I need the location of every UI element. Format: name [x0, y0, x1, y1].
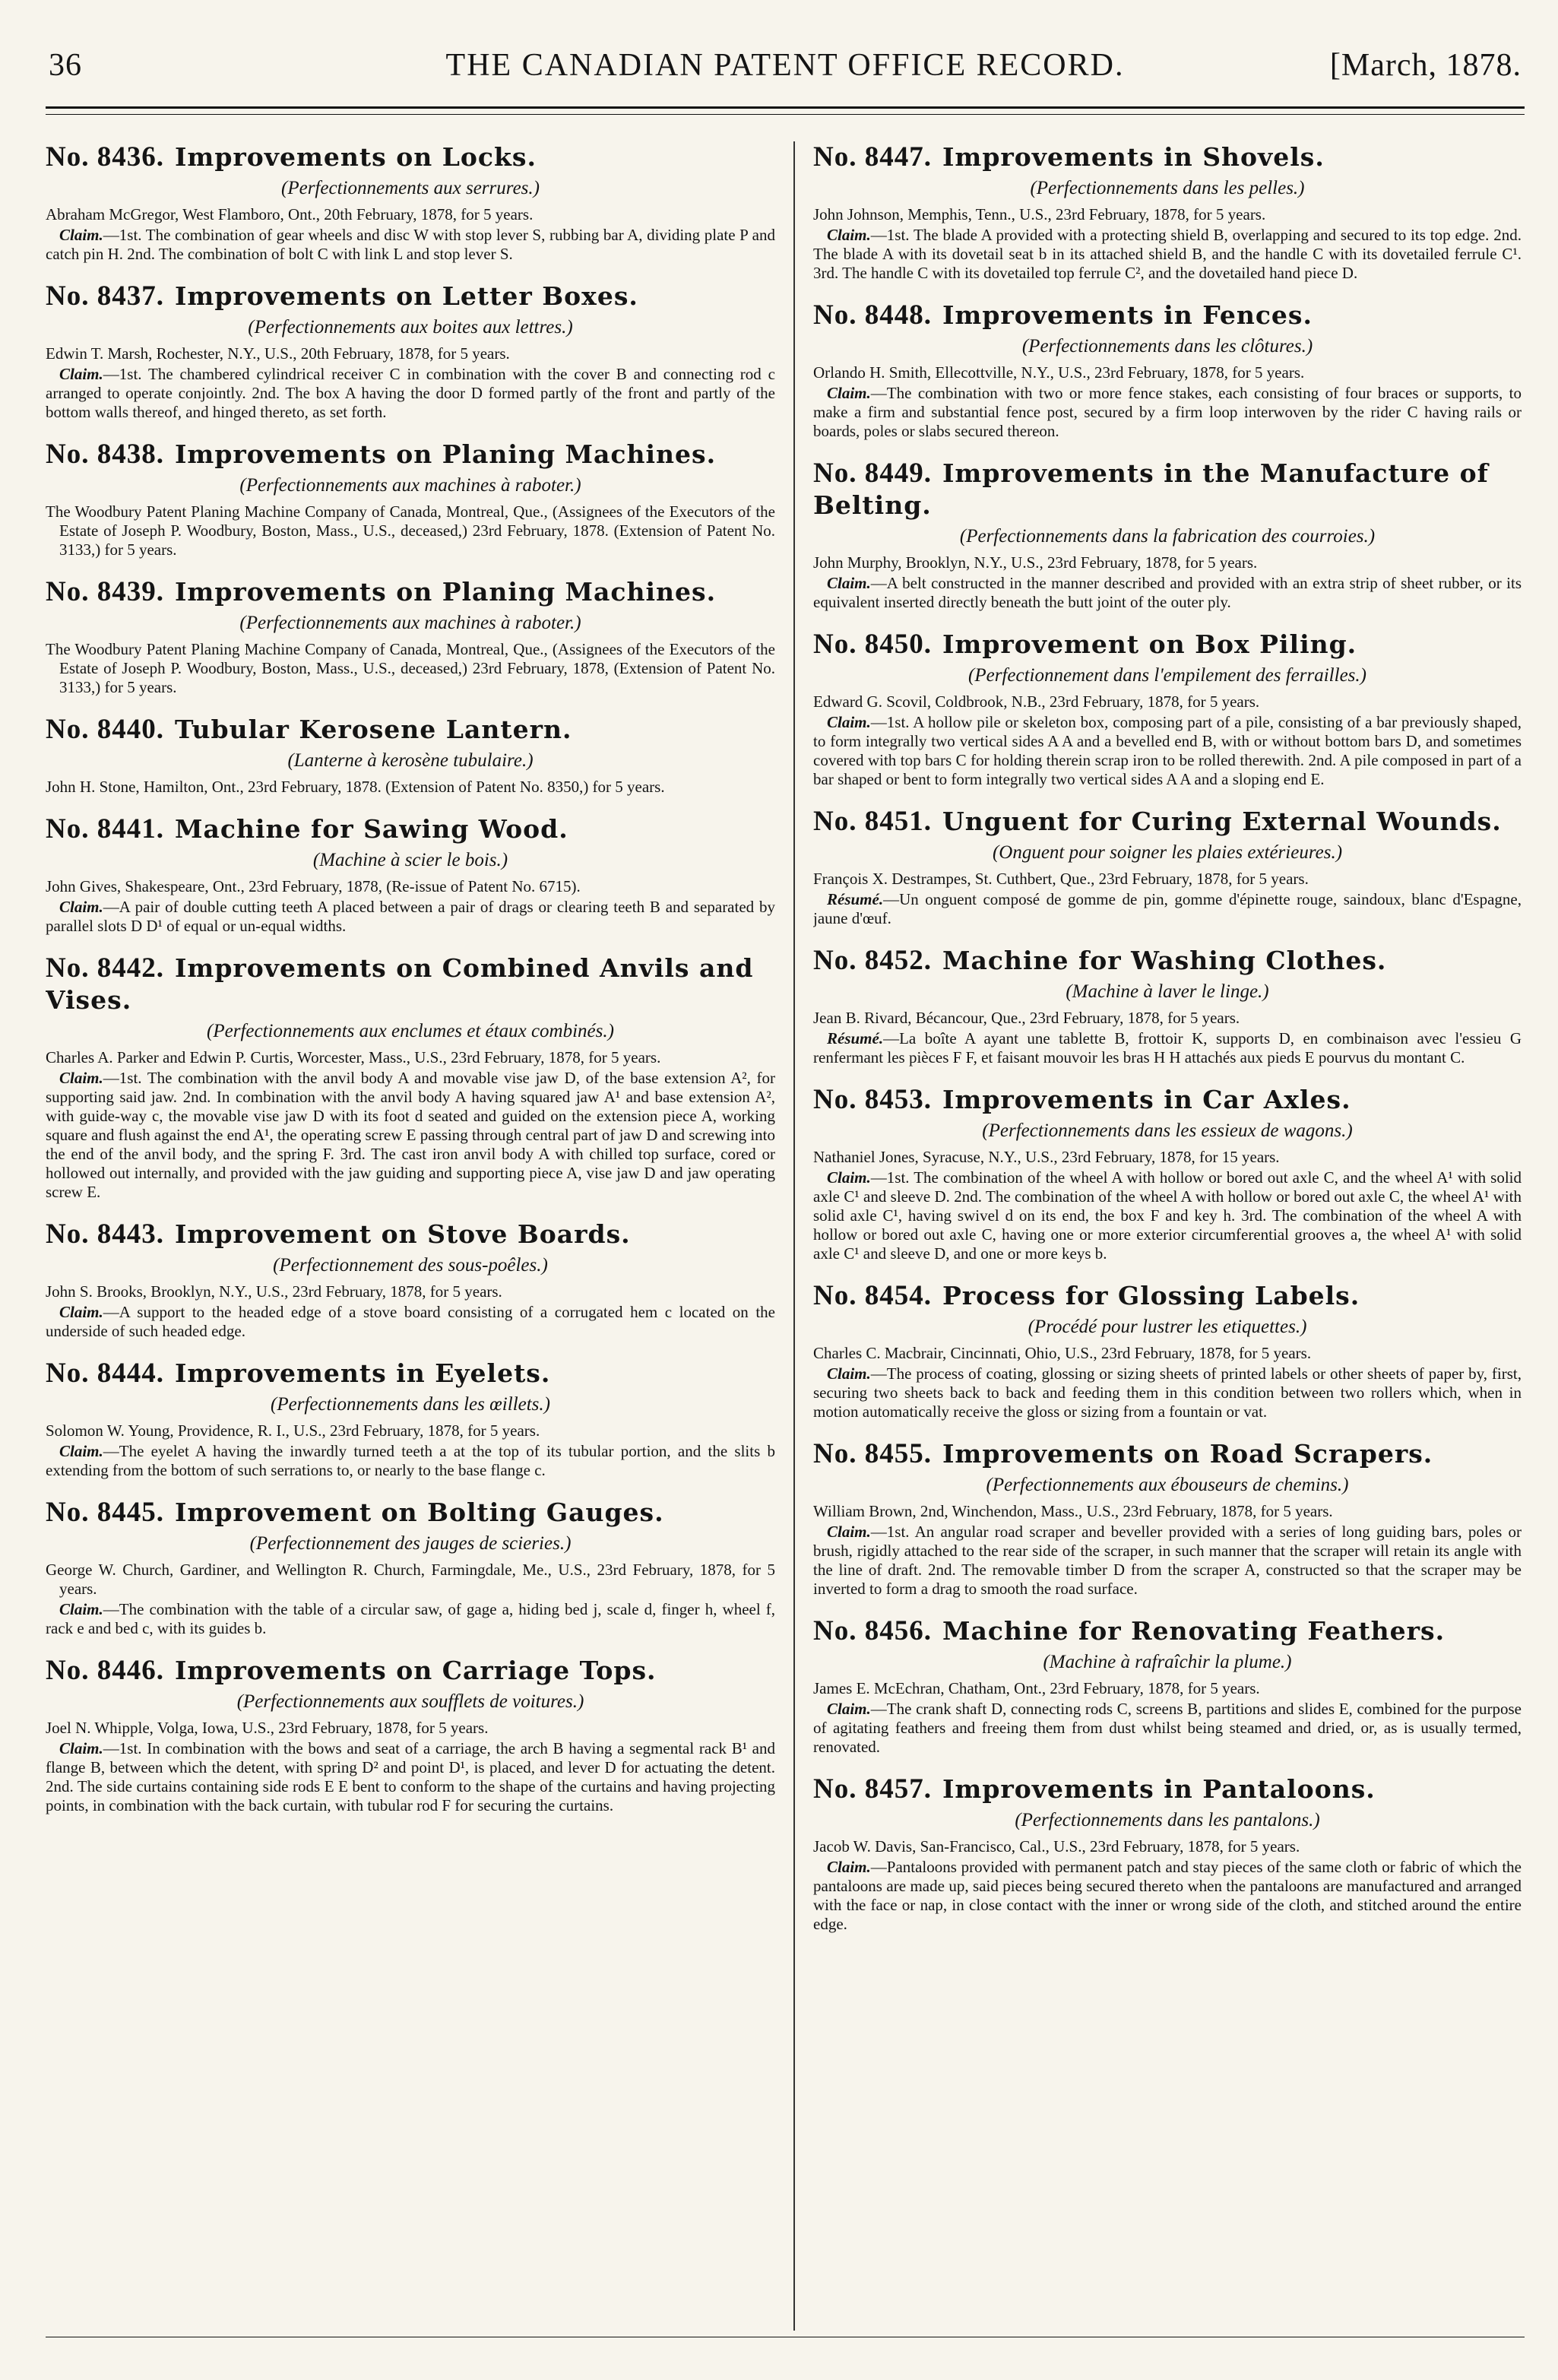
claim-label: Claim.	[827, 1700, 871, 1718]
claim-label: Claim.	[59, 365, 103, 383]
claim-text: —1st. The combination with the anvil body A and movable vise jaw D, of the base extension A², for supporting said jaw. 2nd. In combination with the anvil body A having squared jaw A¹ and base extension A², with guide-way c, the movable vise jaw D with its foot d seated and guided on the extension piece A, working square and flush against the end A¹, the operating screw E passing through central part of jaw D and screwing into the end of the anvil body, and the spring F. 3rd. The cast iron anvil body A with chilled top surface, cored or hollowed out internally, and provided with the jaw guiding and supporting piece A, vise jaw D and jaw operating screw E.	[46, 1069, 775, 1201]
french-title: (Perfectionnements dans les œillets.)	[271, 1394, 550, 1415]
right-column	[813, 141, 1522, 2331]
patent-heading	[813, 458, 1522, 521]
patent-heading	[46, 576, 775, 608]
patent-title: Improvements in Eyelets.	[174, 1358, 551, 1388]
french-title: (Perfectionnements aux soufflets de voitures.)	[236, 1691, 584, 1712]
patent-heading	[46, 714, 775, 746]
patent-number: No. 8449.	[813, 458, 932, 489]
patent-parties: Nathaniel Jones, Syracuse, N.Y., U.S., 23rd February, 1878, for 15 years.	[813, 1148, 1280, 1166]
claim-label: Claim.	[59, 226, 103, 244]
patent-title: Unguent for Curing External Wounds.	[942, 807, 1502, 836]
patent-claim	[46, 365, 775, 422]
french-title: (Lanterne à kerosène tubulaire.)	[287, 750, 534, 771]
patent-entry	[46, 1219, 775, 1341]
patent-entry	[813, 1438, 1522, 1599]
patent-parties: Charles C. Macbrair, Cincinnati, Ohio, U.S., 23rd February, 1878, for 5 years.	[813, 1344, 1312, 1362]
patent-number: No. 8436.	[46, 141, 164, 173]
patent-claim	[813, 1364, 1522, 1421]
patent-entry	[46, 439, 775, 559]
patent-heading	[46, 813, 775, 845]
patent-claim	[813, 226, 1522, 283]
claim-text: —The process of coating, glossing or sizing sheets of printed labels or other sheets of paper by, first, securing two sheets back to back and feeding them in this condition between two rollers which, when in motion automatically receive the gloss or sizing from a fountain or vat.	[813, 1364, 1522, 1421]
patent-title: Machine for Renovating Feathers.	[942, 1616, 1446, 1646]
patent-title: Machine for Washing Clothes.	[942, 946, 1387, 975]
patent-entry	[46, 1497, 775, 1638]
patent-parties: Solomon W. Young, Providence, R. I., U.S., 23rd February, 1878, for 5 years.	[46, 1421, 540, 1440]
patent-number: No. 8452.	[813, 945, 932, 976]
patent-title: Improvement on Bolting Gauges.	[174, 1497, 664, 1527]
patent-number: No. 8437.	[46, 280, 164, 312]
patent-heading	[46, 1358, 775, 1390]
patent-entry	[46, 141, 775, 264]
patent-number: No. 8453.	[813, 1084, 932, 1115]
patent-heading	[813, 299, 1522, 331]
patent-title: Improvements on Locks.	[174, 142, 537, 172]
patent-entry	[46, 714, 775, 797]
claim-label: Claim.	[59, 1600, 103, 1618]
patent-number: No. 8450.	[813, 629, 932, 660]
patent-parties: Edward G. Scovil, Coldbrook, N.B., 23rd February, 1878, for 5 years.	[813, 692, 1260, 711]
patent-number: No. 8451.	[813, 806, 932, 837]
french-title: (Perfectionnements aux machines à raboter.)	[239, 475, 581, 496]
patent-number: No. 8439.	[46, 576, 164, 607]
claim-label: Claim.	[59, 898, 103, 916]
patent-heading	[46, 1219, 775, 1250]
patent-claim	[813, 384, 1522, 441]
french-title: (Perfectionnements aux serrures.)	[281, 178, 540, 198]
patent-number: No. 8444.	[46, 1358, 164, 1389]
french-title: (Perfectionnements aux machines à raboter.)	[239, 613, 581, 633]
patent-heading	[813, 1438, 1522, 1470]
page-number: 36	[49, 48, 82, 83]
french-title: (Perfectionnement des jauges de scieries.)	[249, 1533, 572, 1554]
patent-claim	[813, 574, 1522, 612]
claim-text: —1st. The chambered cylindrical receiver C in combination with the cover B and connecting rod c arranged to operate conjointly. 2nd. The box A having the door D formed partly of the front and partly of the bottom walls thereof, and hinged thereto, as set forth.	[46, 365, 775, 421]
patent-entry	[46, 952, 775, 1202]
patent-entry	[46, 576, 775, 697]
left-column	[46, 141, 775, 2331]
patent-number: No. 8445.	[46, 1497, 164, 1528]
patent-parties: The Woodbury Patent Planing Machine Company of Canada, Montreal, Que., (Assignees of the Executors of the Estate of Joseph P. Woodbury, Boston, Mass., U.S., deceased,) 23rd February, 1878. (Extension of Patent No. 3133,) for 5 years.	[46, 502, 775, 559]
french-title: (Perfectionnements dans les pelles.)	[1030, 178, 1305, 198]
patent-number: No. 8456.	[813, 1615, 932, 1646]
patent-heading	[46, 952, 775, 1016]
claim-text: —1st. The blade A provided with a protecting shield B, overlapping and secured to its top edge. 2nd. The blade A with its dovetail seat b in its attached shield B, and the handle C with its dovetailed ferrule C¹. 3rd. The handle C with its dovetailed top ferrule C², and the dovetailed hand piece D.	[813, 226, 1522, 282]
patent-entry	[813, 141, 1522, 283]
patent-title: Tubular Kerosene Lantern.	[174, 715, 572, 744]
patent-claim	[46, 1303, 775, 1341]
header-rule-thick	[46, 106, 1525, 109]
patent-title: Machine for Sawing Wood.	[174, 814, 568, 844]
patent-title: Improvements in Shovels.	[942, 142, 1325, 172]
patent-parties: Orlando H. Smith, Ellecottville, N.Y., U.S., 23rd February, 1878, for 5 years.	[813, 363, 1305, 382]
french-title: (Perfectionnements dans les pantalons.)	[1015, 1810, 1320, 1830]
claim-text: —1st. The combination of the wheel A with hollow or bored out axle C, and the wheel A¹ with solid axle C¹ and sleeve D. 2nd. The combination of the wheel A with hollow or bored out axle C, the wheel A¹ with solid axle C¹, having swivel d on its end, the box F and key h. 3rd. The combination of the wheel A with hollow or bored out axle C, having one or more exterior circumferential grooves a, the wheel A¹ with solid axle C¹ and sleeve D, and one or more keys b.	[813, 1168, 1522, 1263]
claim-label: Résumé.	[827, 890, 884, 908]
french-title: (Perfectionnements aux enclumes et étaux combinés.)	[207, 1021, 614, 1041]
patent-parties: Abraham McGregor, West Flamboro, Ont., 20th February, 1878, for 5 years.	[46, 205, 534, 223]
claim-label: Claim.	[827, 574, 871, 592]
claim-label: Claim.	[827, 384, 871, 402]
patent-title: Improvements in Pantaloons.	[942, 1774, 1376, 1804]
patent-title: Improvements in the Manufacture of Belting.	[813, 458, 1489, 520]
patent-heading	[813, 806, 1522, 838]
french-title: (Perfectionnement dans l'empilement des ferrailles.)	[968, 665, 1366, 686]
french-title: (Machine à scier le bois.)	[312, 850, 508, 870]
claim-text: —The combination with two or more fence stakes, each consisting of four braces or supports, to make a firm and substantial fence post, secured by a firm loop interwoven by the rider C having rails or boards, poles or slabs secured thereon.	[813, 384, 1522, 440]
patent-claim	[46, 1069, 775, 1202]
patent-title: Process for Glossing Labels.	[942, 1281, 1360, 1310]
patent-parties: John H. Stone, Hamilton, Ont., 23rd February, 1878. (Extension of Patent No. 8350,) for 5 years.	[46, 778, 665, 796]
patent-number: No. 8457.	[813, 1773, 932, 1805]
patent-parties: Jean B. Rivard, Bécancour, Que., 23rd February, 1878, for 5 years.	[813, 1009, 1240, 1027]
patent-claim	[813, 1029, 1522, 1067]
patent-claim	[813, 1700, 1522, 1757]
patent-title: Improvements in Car Axles.	[942, 1085, 1351, 1114]
french-title: (Perfectionnements dans les essieux de wagons.)	[982, 1120, 1353, 1141]
patent-number: No. 8441.	[46, 813, 164, 845]
publication-title: THE CANADIAN PATENT OFFICE RECORD.	[445, 48, 1125, 83]
claim-label: Claim.	[59, 1069, 103, 1087]
patent-entry	[813, 299, 1522, 441]
patent-parties: John Gives, Shakespeare, Ont., 23rd February, 1878, (Re-issue of Patent No. 6715).	[46, 877, 581, 895]
patent-title: Improvement on Box Piling.	[942, 629, 1357, 659]
claim-text: —A belt constructed in the manner described and provided with an extra strip of sheet rubber, or its equivalent inserted directly beneath the butt joint of the outer ply.	[813, 574, 1522, 611]
french-title: (Perfectionnements aux boites aux lettres.)	[248, 317, 573, 338]
patent-title: Improvements on Combined Anvils and Vises.	[46, 953, 754, 1015]
patent-number: No. 8447.	[813, 141, 932, 173]
header-rule-thin	[46, 114, 1525, 115]
claim-label: Claim.	[827, 1364, 871, 1383]
patent-title: Improvements on Letter Boxes.	[174, 281, 638, 311]
patent-parties: William Brown, 2nd, Winchendon, Mass., U.S., 23rd February, 1878, for 5 years.	[813, 1502, 1333, 1520]
french-title: (Perfectionnement des sous-poêles.)	[273, 1255, 548, 1276]
running-head	[49, 47, 1522, 93]
french-title: (Machine à rafraîchir la plume.)	[1043, 1652, 1292, 1672]
patent-parties: George W. Church, Gardiner, and Wellington R. Church, Farmingdale, Me., U.S., 23rd February, 1878, for 5 years.	[46, 1561, 775, 1598]
french-title: (Perfectionnements dans la fabrication des courroies.)	[959, 526, 1376, 547]
french-title: (Procédé pour lustrer les etiquettes.)	[1028, 1317, 1307, 1337]
patent-heading	[813, 1084, 1522, 1116]
patent-heading	[46, 439, 775, 471]
patent-claim	[46, 1600, 775, 1638]
patent-heading	[46, 1655, 775, 1687]
patent-claim	[813, 890, 1522, 928]
patent-title: Improvements on Planing Machines.	[174, 577, 717, 607]
patent-number: No. 8448.	[813, 299, 932, 331]
patent-parties: Jacob W. Davis, San-Francisco, Cal., U.S., 23rd February, 1878, for 5 years.	[813, 1837, 1300, 1856]
patent-claim	[813, 1523, 1522, 1599]
claim-label: Résumé.	[827, 1029, 884, 1047]
claim-label: Claim.	[827, 1523, 871, 1541]
patent-number: No. 8438.	[46, 439, 164, 470]
patent-heading	[813, 1773, 1522, 1805]
patent-title: Improvements on Carriage Tops.	[174, 1656, 657, 1685]
patent-claim	[46, 226, 775, 264]
claim-text: —1st. A hollow pile or skeleton box, composing part of a pile, consisting of a bar previously shaped, to form integrally two vertical sides A A and a bevelled end B, with or without bottom bars D, and sometimes covered with top bars C for holding therein scrap iron to be rolled therewith. 2nd. A pile composed in part of a bar shaped or bent to form integrally two vertical sides A A and a sloping end E.	[813, 713, 1522, 788]
claim-text: —The crank shaft D, connecting rods C, screens B, partitions and slides E, combined for the purpose of agitating feathers and freeing them from dust whilst being steamed and dried, or, as is usually termed, renovated.	[813, 1700, 1522, 1756]
patent-entry	[813, 629, 1522, 789]
patent-entry	[813, 945, 1522, 1067]
issue-date: [March, 1878.	[1329, 48, 1522, 83]
patent-entry	[46, 813, 775, 936]
claim-label: Claim.	[59, 1303, 103, 1321]
patent-heading	[813, 141, 1522, 173]
patent-claim	[46, 1442, 775, 1480]
french-title: (Machine à laver le linge.)	[1066, 981, 1269, 1002]
patent-entry	[813, 1773, 1522, 1934]
patent-parties: Joel N. Whipple, Volga, Iowa, U.S., 23rd February, 1878, for 5 years.	[46, 1719, 489, 1737]
patent-parties: Edwin T. Marsh, Rochester, N.Y., U.S., 20th February, 1878, for 5 years.	[46, 344, 510, 363]
patent-title: Improvements on Road Scrapers.	[942, 1439, 1433, 1469]
claim-text: —1st. In combination with the bows and seat of a carriage, the arch B having a segmental rack B¹ and flange B, between which the detent, with spring D² and point D¹, is placed, and lever D for actuating the detent. 2nd. The side curtains containing side rods E E bent to conform to the shape of the curtains and having projecting points, in combination with the back curtain, with tubular rod F for securing the curtains.	[46, 1739, 775, 1814]
patent-parties: The Woodbury Patent Planing Machine Company of Canada, Montreal, Que., (Assignees of the Executors of the Estate of Joseph P. Woodbury, Boston, Mass., U.S., deceased,) 23rd February, 1878, (Extension of Patent No. 3133,) for 5 years.	[46, 640, 775, 696]
patent-number: No. 8440.	[46, 714, 164, 745]
claim-label: Claim.	[827, 226, 871, 244]
claim-text: —1st. An angular road scraper and beveller provided with a series of long guiding bars, poles or brush, rigidly attached to the rear side of the scraper, in such manner that the scraper will retain its angle with the line of draft. 2nd. The removable timber D from the scraper A, constructed so that the scraper may be inverted to form a drag to smooth the road surface.	[813, 1523, 1522, 1598]
patent-heading	[46, 280, 775, 312]
french-title: (Onguent pour soigner les plaies extérieures.)	[992, 842, 1343, 863]
column-divider	[793, 141, 795, 2331]
patent-entry	[46, 1655, 775, 1815]
patent-heading	[813, 945, 1522, 977]
patent-number: No. 8455.	[813, 1438, 932, 1469]
patent-heading	[813, 629, 1522, 661]
claim-text: —The combination with the table of a circular saw, of gage a, hiding bed j, scale d, finger h, wheel f, rack e and bed c, with its guides b.	[46, 1600, 775, 1637]
patent-title: Improvement on Stove Boards.	[174, 1219, 631, 1249]
claim-label: Claim.	[827, 1168, 871, 1187]
patent-parties: John Murphy, Brooklyn, N.Y., U.S., 23rd February, 1878, for 5 years.	[813, 553, 1258, 572]
patent-claim	[46, 898, 775, 936]
patent-claim	[813, 1168, 1522, 1263]
patent-parties: François X. Destrampes, St. Cuthbert, Que., 23rd February, 1878, for 5 years.	[813, 870, 1309, 888]
patent-entry	[813, 1084, 1522, 1263]
patent-number: No. 8443.	[46, 1219, 164, 1250]
patent-entry	[813, 806, 1522, 928]
french-title: (Perfectionnements aux ébouseurs de chemins.)	[986, 1475, 1349, 1495]
patent-entry	[46, 1358, 775, 1480]
patent-parties: James E. McEchran, Chatham, Ont., 23rd February, 1878, for 5 years.	[813, 1679, 1260, 1697]
patent-heading	[813, 1615, 1522, 1647]
patent-title: Improvements in Fences.	[942, 300, 1313, 330]
claim-label: Claim.	[59, 1739, 103, 1757]
patent-title: Improvements on Planing Machines.	[174, 439, 717, 469]
french-title: (Perfectionnements dans les clôtures.)	[1021, 336, 1313, 357]
patent-claim	[813, 713, 1522, 789]
patent-entry	[813, 1280, 1522, 1421]
claim-label: Claim.	[827, 1858, 871, 1876]
claim-text: —A pair of double cutting teeth A placed between a pair of drags or clearing teeth B and separated by parallel slots D D¹ of equal or un-equal widths.	[46, 898, 775, 935]
patent-number: No. 8442.	[46, 952, 164, 984]
patent-entry	[46, 280, 775, 422]
patent-entry	[813, 458, 1522, 612]
patent-claim	[46, 1739, 775, 1815]
patent-heading	[46, 1497, 775, 1529]
patent-heading	[813, 1280, 1522, 1312]
patent-entry	[813, 1615, 1522, 1757]
patent-parties: John S. Brooks, Brooklyn, N.Y., U.S., 23rd February, 1878, for 5 years.	[46, 1282, 502, 1301]
patent-claim	[813, 1858, 1522, 1934]
patent-parties: Charles A. Parker and Edwin P. Curtis, Worcester, Mass., U.S., 23rd February, 1878, for 5 years.	[46, 1048, 661, 1066]
claim-text: —The eyelet A having the inwardly turned teeth a at the top of its tubular portion, and the slits b extending from the bottom of such serrations to, or nearly to the base flange c.	[46, 1442, 775, 1479]
patent-number: No. 8446.	[46, 1655, 164, 1686]
claim-text: —Pantaloons provided with permanent patch and stay pieces of the same cloth or fabric of which the pantaloons are made up, said pieces being secured thereto when the pantaloons are manufactured and arranged with the face or nap, in close contact with the inner or wrong side of the cloth, and stitched around the entire edge.	[813, 1858, 1522, 1933]
patent-number: No. 8454.	[813, 1280, 932, 1311]
claim-label: Claim.	[827, 713, 871, 731]
claim-text: —A support to the headed edge of a stove board consisting of a corrugated hem c located on the underside of such headed edge.	[46, 1303, 775, 1340]
patent-parties: John Johnson, Memphis, Tenn., U.S., 23rd February, 1878, for 5 years.	[813, 205, 1266, 223]
claim-label: Claim.	[59, 1442, 103, 1460]
claim-text: —La boîte A ayant une tablette B, frottoir K, supports D, en combinaison avec l'essieu G renfermant les pièces F F, et faisant mouvoir les bras H H attachés aux pieds E pourvus du montant C.	[813, 1029, 1522, 1066]
claim-text: —1st. The combination of gear wheels and disc W with stop lever S, rubbing bar A, dividing plate P and catch pin H. 2nd. The combination of bolt C with link L and stop lever S.	[46, 226, 775, 263]
claim-text: —Un onguent composé de gomme de pin, gomme d'épinette rouge, saindoux, blanc d'Espagne, jaune d'œuf.	[813, 890, 1522, 927]
patent-heading	[46, 141, 775, 173]
